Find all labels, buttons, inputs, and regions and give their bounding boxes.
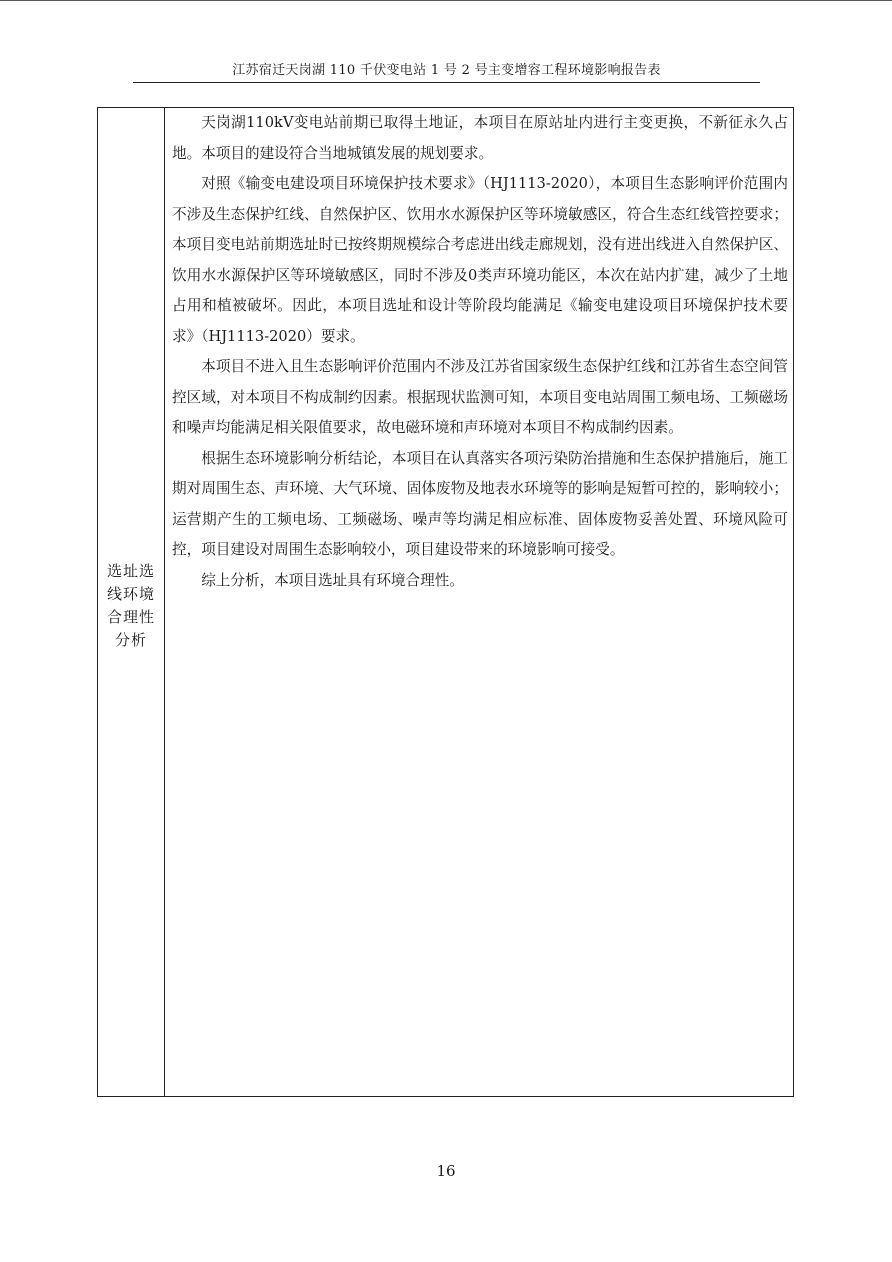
page-top-border	[0, 0, 892, 1]
paragraph-technical-requirements: 对照《输变电建设项目环境保护技术要求》（HJ1113-2020），本项目生态影响评价范围内不涉及生态保护红线、自然保护区、饮用水水源保护区等环境敏感区，符合生态红线管控要求；本项目变电站前期选址时已按终期规模综合考虑进出线走廊规划，没有进出线进入自然保护区、饮用水水源保护区等环境敏感区，同时不涉及0类声环境功能区，本次在站内扩建，减少了土地占用和植被破坏。因此，本项目选址和设计等阶段均能满足《输变电建设项目环境保护技术要求》（HJ1113-2020）要求。	[172, 175, 788, 345]
page-number: 16	[436, 1162, 456, 1180]
table-label-cell	[98, 108, 165, 1096]
document-header: 江苏宿迁天岗湖 110 千伏变电站 1 号 2 号主变增容工程环境影响报告表	[133, 60, 760, 83]
row-label: 选址选线环境合理性分析	[106, 562, 155, 649]
paragraph-impact-conclusion: 根据生态环境影响分析结论，本项目在认真落实各项污染防治措施和生态保护措施后，施工期对周围生态、声环境、大气环境、固体废物及地表水环境等的影响是短暂可控的，影响较小；运营期产生的工频电场、工频磁场、噪声等均满足相应标准、固体废物妥善处置、环境风险可控，项目建设对周围生态影响较小，项目建设带来的环境影响可接受。	[172, 449, 788, 558]
paragraph-land-use: 天岗湖110kV变电站前期已取得土地证，本项目在原站址内进行主变更换，不新征永久占地。本项目的建设符合当地城镇发展的规划要求。	[172, 114, 788, 162]
paragraph-summary: 综上分析，本项目选址具有环境合理性。	[201, 571, 464, 589]
table-content-cell	[172, 108, 788, 596]
paragraph-ecological-redline: 本项目不进入且生态影响评价范围内不涉及江苏省国家级生态保护红线和江苏省生态空间管控区域，对本项目不构成制约因素。根据现状监测可知，本项目变电站周围工频电场、工频磁场和噪声均能满足相关限值要求，故电磁环境和声环境对本项目不构成制约因素。	[172, 358, 788, 436]
analysis-table	[97, 107, 794, 1097]
